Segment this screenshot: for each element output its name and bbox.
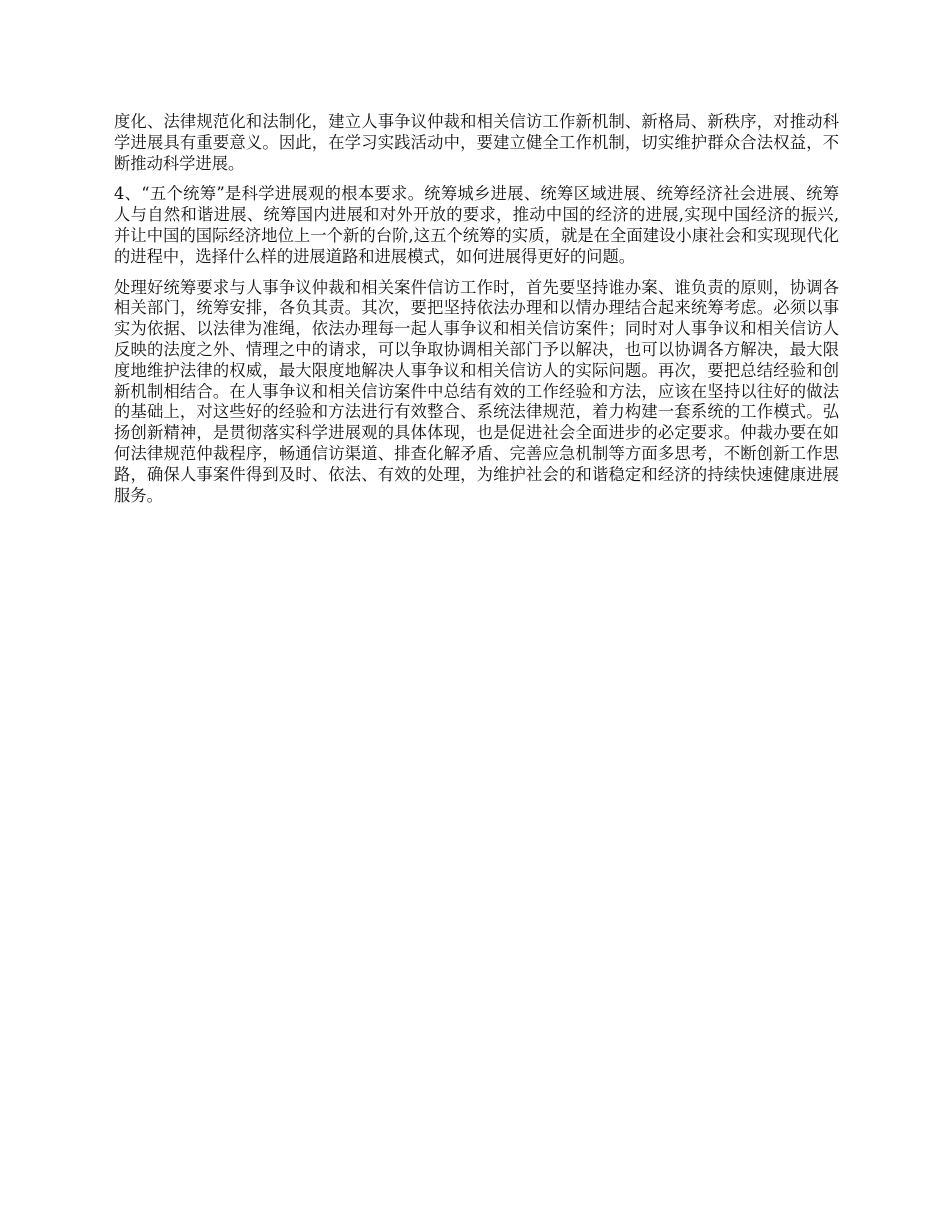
paragraph-five-coordinations: 4、“五个统筹”是科学进展观的根本要求。统筹城乡进展、统筹区域进展、统筹经济社会进展、统筹人与自然和谐进展、统筹国内进展和对外开放的要求，推动中国的经济的进展,实现中国经济的振兴,并让中国的国际经济地位上一个新的台阶,这五个统筹的实质，就是在全面建设小康社会和实现现代化的进程中，选择什么样的进展道路和进展模式，如何进展得更好的问题。 bbox=[114, 184, 839, 266]
paragraph-continuation: 度化、法律规范化和法制化，建立人事争议仲裁和相关信访工作新机制、新格局、新秩序，对推动科学进展具有重要意义。因此，在学习实践活动中，要建立健全工作机制，切实维护群众合法权益，不断推动科学进展。 bbox=[114, 112, 839, 173]
document-page bbox=[114, 112, 839, 506]
paragraph-handling-requirements: 处理好统筹要求与人事争议仲裁和相关案件信访工作时，首先要坚持谁办案、谁负责的原则，协调各相关部门，统筹安排，各负其责。其次，要把坚持依法办理和以情办理结合起来统筹考虑。必须以事实为依据、以法律为准绳，依法办理每一起人事争议和相关信访案件；同时对人事争议和相关信访人反映的法度之外、情理之中的请求，可以争取协调相关部门予以解决，也可以协调各方解决，最大限度地维护法律的权威，最大限度地解决人事争议和相关信访人的实际问题。再次，要把总结经验和创新机制相结合。在人事争议和相关信访案件中总结有效的工作经验和方法，应该在坚持以往好的做法的基础上，对这些好的经验和方法进行有效整合、系统法律规范，着力构建一套系统的工作模式。弘扬创新精神，是贯彻落实科学进展观的具体体现，也是促进社会全面进步的必定要求。仲裁办要在如何法律规范仲裁程序，畅通信访渠道、排查化解矛盾、完善应急机制等方面多思考，不断创新工作思路，确保人事案件得到及时、依法、有效的处理，为维护社会的和谐稳定和经济的持续快速健康进展服务。 bbox=[114, 277, 839, 505]
